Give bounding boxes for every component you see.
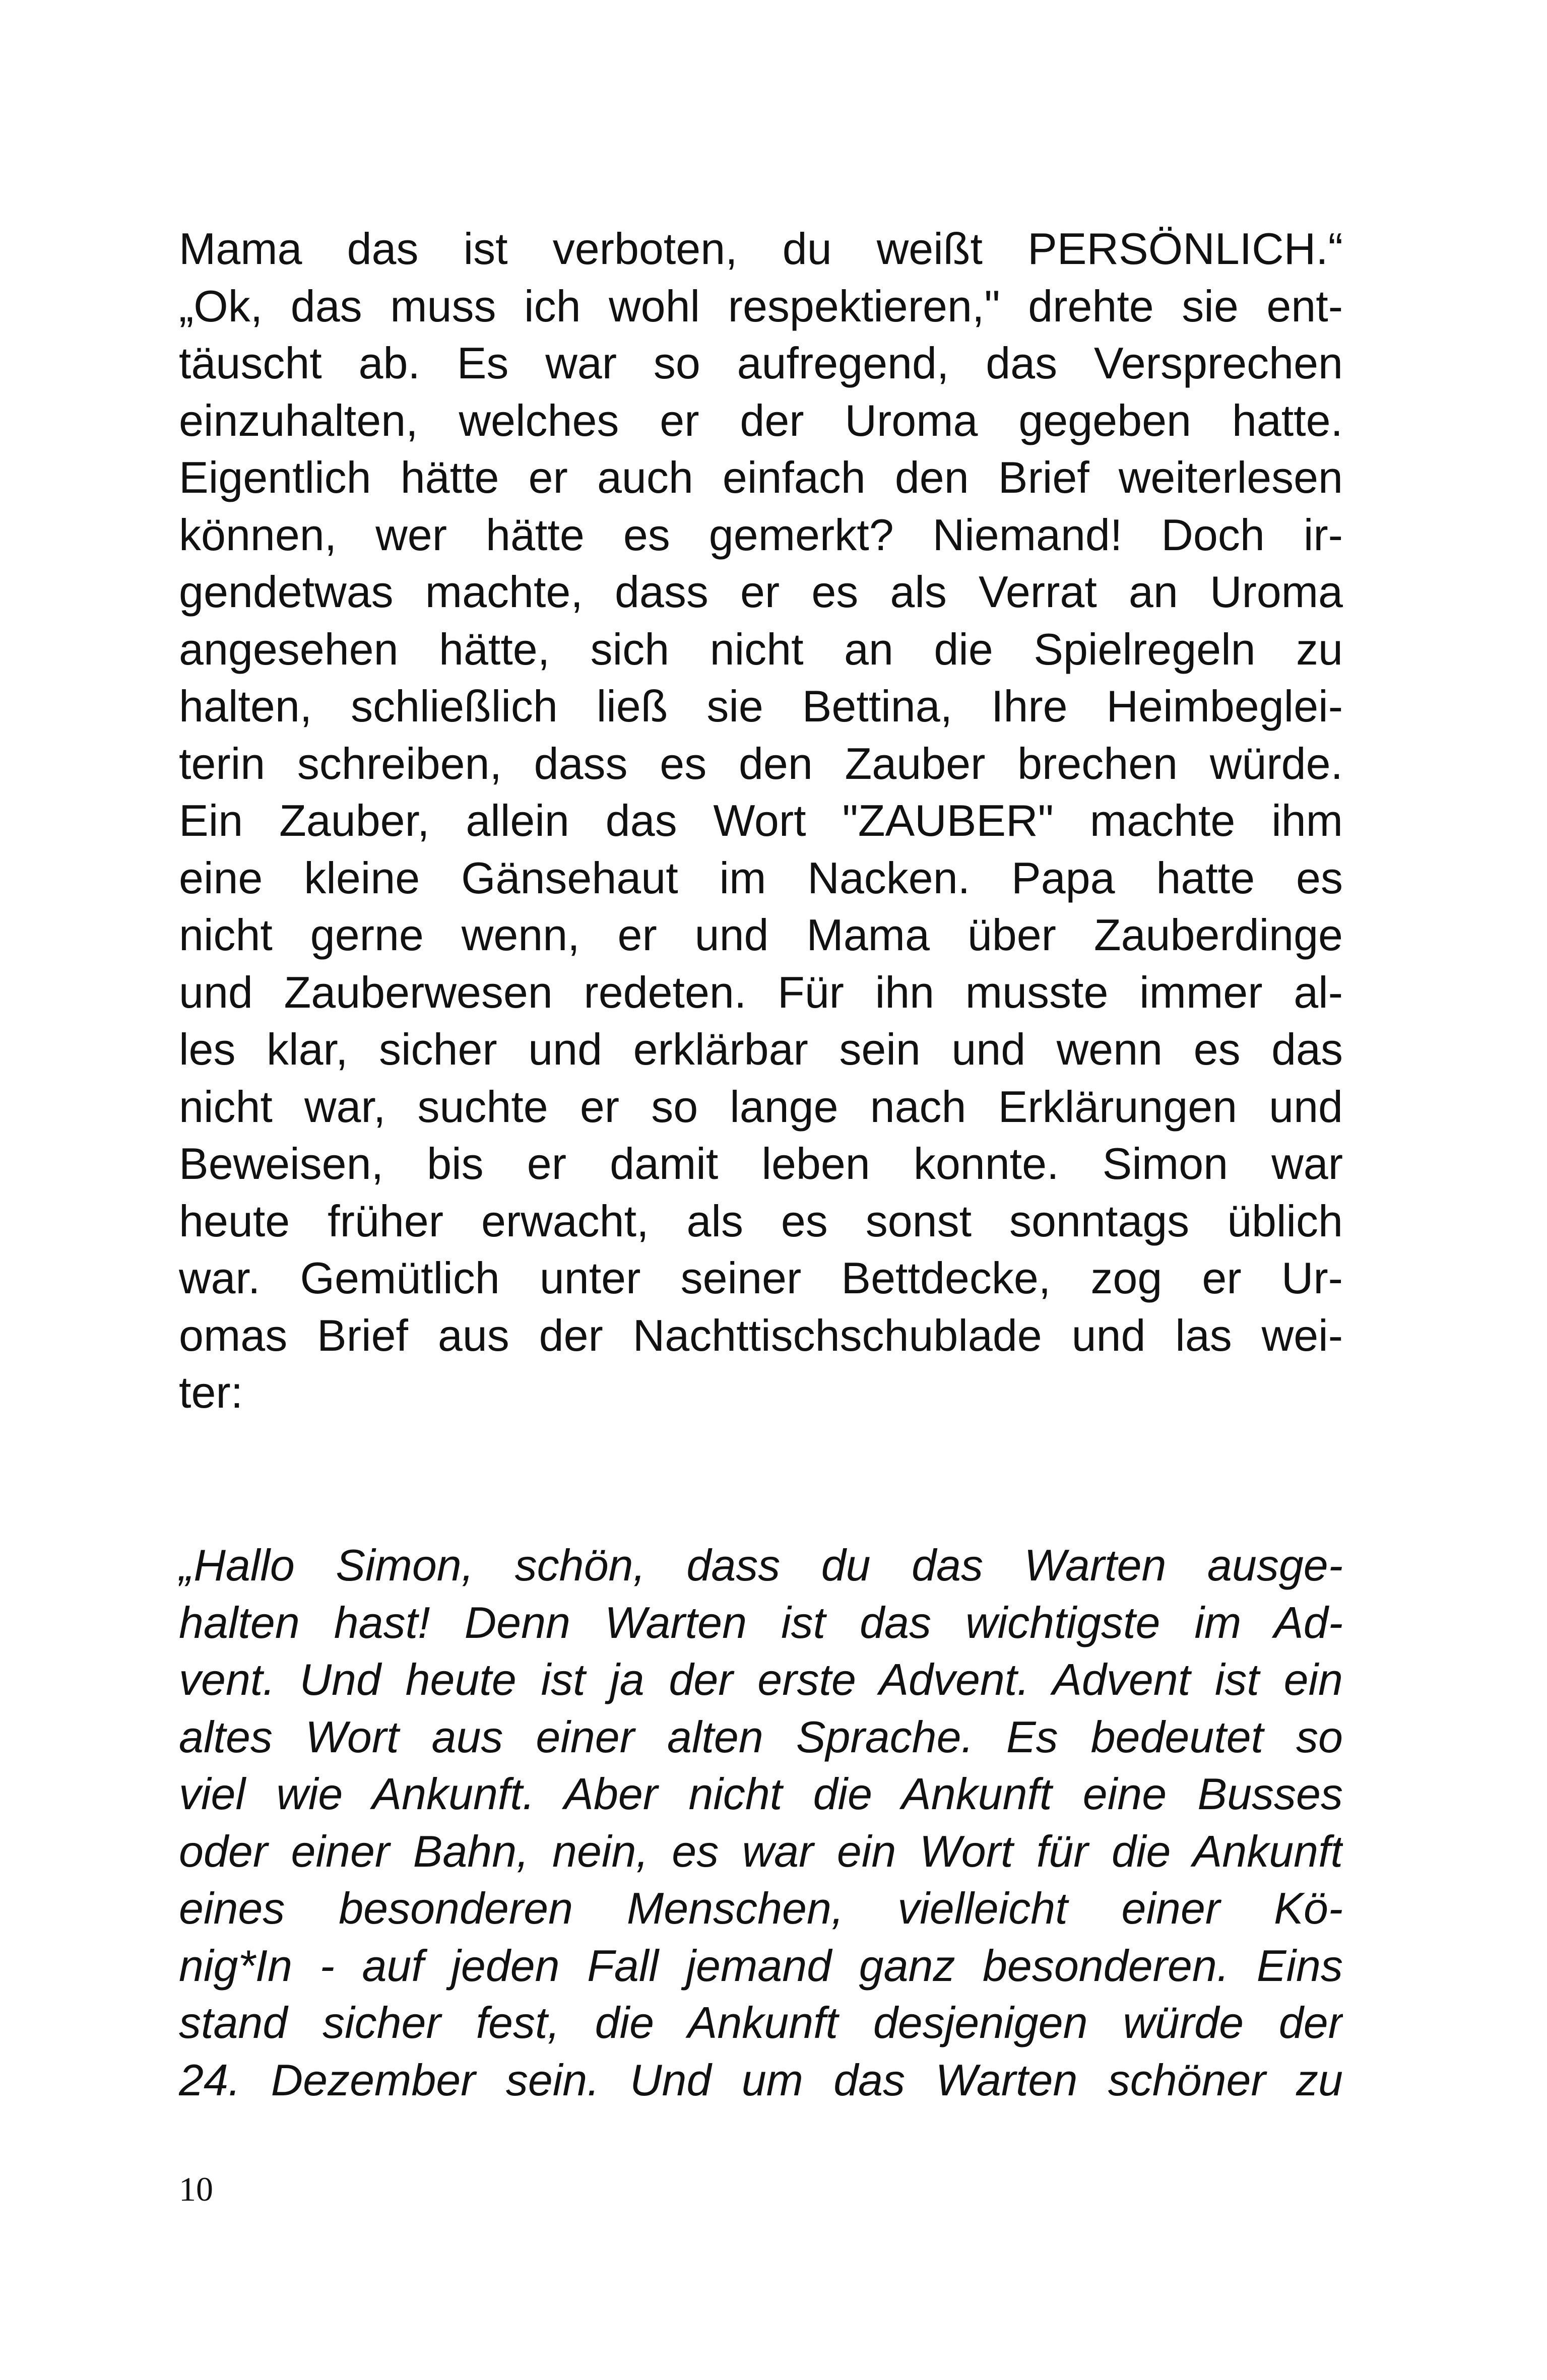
- text-line: „Ok, das muss ich wohl respektieren," drehte sie ent-: [179, 281, 1343, 331]
- letter-line: eines besonderen Menschen, vielleicht einer Kö-: [179, 1883, 1343, 1933]
- text-line: können, wer hätte es gemerkt? Niemand! Doch ir-: [179, 509, 1343, 560]
- text-line: war. Gemütlich unter seiner Bettdecke, zog er Ur-: [179, 1253, 1343, 1303]
- text-line: Ein Zauber, allein das Wort "ZAUBER" machte ihm: [179, 796, 1343, 845]
- text-line: halten, schließlich ließ sie Bettina, Ihre Heimbeglei-: [179, 681, 1343, 731]
- text-line: eine kleine Gänsehaut im Nacken. Papa hatte es: [179, 852, 1343, 903]
- letter-line: viel wie Ankunft. Aber nicht die Ankunft eine Busses: [179, 1769, 1343, 1819]
- page-number: 10: [179, 2170, 213, 2208]
- text-line: ter:: [179, 1367, 243, 1417]
- text-line: Eigentlich hätte er auch einfach den Brief weiterlesen: [179, 452, 1343, 502]
- text-line: Mama das ist verboten, du weißt PERSÖNLICH.“: [179, 224, 1343, 274]
- letter-line: stand sicher fest, die Ankunft desjenigen würde der: [179, 1998, 1343, 2047]
- letter-line: oder einer Bahn, nein, es war ein Wort für die Ankunft: [179, 1826, 1343, 1876]
- text-line: heute früher erwacht, als es sonst sonntags üblich: [179, 1196, 1343, 1246]
- letter-text: [179, 1537, 1343, 2108]
- text-line: Beweisen, bis er damit leben konnte. Simon war: [179, 1139, 1343, 1188]
- text-line: nicht gerne wenn, er und Mama über Zauberdinge: [179, 910, 1343, 960]
- letter-line: „Hallo Simon, schön, dass du das Warten ausge-: [179, 1540, 1343, 1590]
- text-line: nicht war, suchte er so lange nach Erklärungen und: [179, 1081, 1343, 1132]
- text-line: und Zauberwesen redeten. Für ihn musste immer al-: [179, 967, 1343, 1017]
- body-text: [179, 220, 1343, 1421]
- text-line: gendetwas machte, dass er es als Verrat an Uroma: [179, 567, 1343, 617]
- letter-line: nig*In - auf jeden Fall jemand ganz besonderen. Eins: [179, 1940, 1343, 1991]
- text-line: angesehen hätte, sich nicht an die Spielregeln zu: [179, 624, 1343, 674]
- text-line: omas Brief aus der Nachttischschublade und las wei-: [179, 1310, 1343, 1360]
- letter-line: halten hast! Denn Warten ist das wichtigste im Ad-: [179, 1597, 1343, 1647]
- text-line: terin schreiben, dass es den Zauber brechen würde.: [179, 738, 1343, 788]
- text-line: einzuhalten, welches er der Uroma gegeben hatte.: [179, 395, 1343, 445]
- letter-line: altes Wort aus einer alten Sprache. Es bedeutet so: [179, 1711, 1343, 1762]
- text-line: täuscht ab. Es war so aufregend, das Versprechen: [179, 338, 1343, 388]
- text-line: les klar, sicher und erklärbar sein und wenn es das: [179, 1024, 1343, 1074]
- letter-line: 24. Dezember sein. Und um das Warten schöner zu: [179, 2055, 1343, 2105]
- letter-line: vent. Und heute ist ja der erste Advent. Advent ist ein: [179, 1655, 1343, 1704]
